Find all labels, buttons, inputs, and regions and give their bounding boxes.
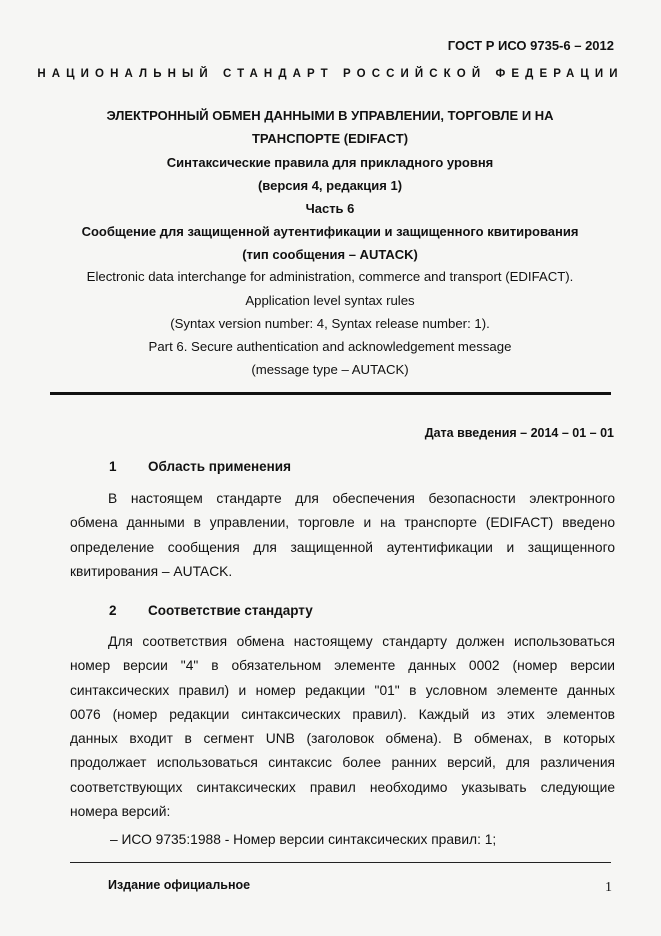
section-number: 2 [109,603,117,618]
paragraph-line: данных входит в сегмент UNB (заголовок обмена). В обменах, в которых [70,731,615,747]
section-title: Область применения [148,459,291,474]
paragraph-line: Для соответствия обмена настоящему стандарту должен использоваться [108,634,615,649]
title-en-line2: Application level syntax rules [245,293,415,308]
national-standard-header: НАЦИОНАЛЬНЫЙ СТАНДАРТ РОССИЙСКОЙ ФЕДЕРАЦИИ [37,68,624,80]
title-en-line1: Electronic data interchange for administration, commerce and transport (EDIFACT). [86,269,574,284]
title-ru-line1: ЭЛЕКТРОННЫЙ ОБМЕН ДАННЫМИ В УПРАВЛЕНИИ, ТОРГОВЛЕ И НА [106,108,554,123]
introduction-date: Дата введения – 2014 – 01 – 01 [424,426,614,440]
title-ru-line2: ТРАНСПОРТЕ (EDIFACT) [251,131,409,146]
paragraph-line: В настоящем стандарте для обеспечения безопасности электронного [108,491,615,506]
paragraph-line: определение сообщения для защищенной аутентификации и защищенного [70,539,615,555]
title-ru-version: (версия 4, редакция 1) [257,178,403,193]
title-ru-subtitle: Синтаксические правила для прикладного уровня [166,155,494,170]
footer-divider [70,862,611,863]
section-title: Соответствие стандарту [148,603,313,618]
title-ru-part: Часть 6 [305,201,355,216]
title-en-line3: (Syntax version number: 4, Syntax release number: 1). [170,316,490,331]
standard-code: ГОСТ Р ИСО 9735-6 – 2012 [447,38,614,53]
title-en-line5: (message type – AUTACK) [251,362,409,377]
paragraph-line: обмена данными в управлении, торговле и на транспорте (EDIFACT) введено [70,515,615,531]
paragraph-line: продолжает использоваться синтаксис более ранних версий, для различения [70,755,615,771]
title-ru-message-type: (тип сообщения – AUTACK) [242,247,418,262]
title-en-line4: Part 6. Secure authentication and acknowledgement message [148,339,512,354]
paragraph-line: квитирования – AUTACK. [70,563,233,579]
paragraph-line: синтаксических правил) и номер редакции "01" в условном элементе данных [70,682,615,698]
paragraph-line: соответствующих синтаксических правил необходимо указывать следующие [70,779,615,795]
paragraph-line: номера версий: [70,804,171,820]
paragraph-line: 0076 (номер редакции синтаксических правил). Каждый из этих элементов [70,706,615,722]
section-number: 1 [109,459,117,474]
paragraph-line: номер версии "4" в обязательном элементе данных 0002 (номер версии [70,658,615,674]
title-ru-part-title: Сообщение для защищенной аутентификации и защищенного квитирования [81,224,579,239]
section-1-paragraph [70,487,615,584]
page-number: 1 [605,880,612,895]
title-divider [50,392,611,395]
edition-label: Издание официальное [108,878,251,892]
section-2-paragraph [70,630,615,824]
list-item: – ИСО 9735:1988 - Номер версии синтаксических правил: 1; [110,832,497,847]
